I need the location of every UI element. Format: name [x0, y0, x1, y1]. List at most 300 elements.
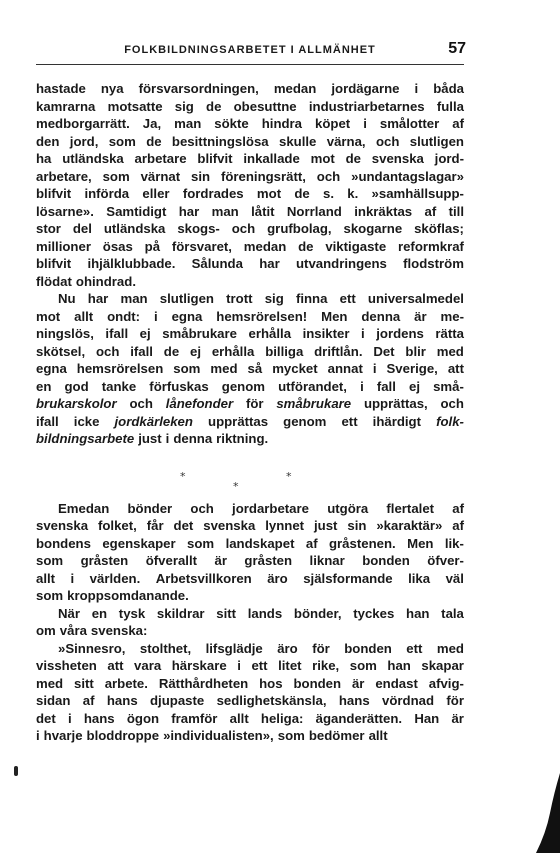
word: så — [247, 361, 263, 376]
text-line — [36, 343, 464, 361]
word: ej — [139, 326, 151, 341]
word: småbrukare — [276, 396, 352, 411]
word: af — [452, 116, 464, 131]
word: ej — [190, 343, 201, 359]
word: ifall — [105, 326, 129, 341]
word: liknar — [309, 553, 345, 568]
word: af — [305, 535, 318, 551]
word: af — [452, 518, 464, 533]
word: gråsten — [80, 553, 129, 568]
word: egenskaper — [102, 535, 176, 551]
word: för — [312, 640, 330, 656]
text-line — [36, 640, 464, 658]
word: svenska — [203, 518, 256, 533]
word: tanke — [101, 378, 137, 394]
word: de — [206, 98, 222, 114]
word: på — [144, 238, 161, 254]
text-line — [36, 290, 464, 308]
page-number: 57 — [448, 40, 466, 57]
word: bildningsarbete — [36, 431, 135, 446]
word: tysk — [118, 605, 146, 621]
running-title: FOLKBILDNINGSARBETET I ALLMÄNHET — [124, 44, 376, 56]
word: i — [67, 710, 72, 726]
word: icke — [73, 413, 100, 429]
word: Sålunda — [191, 256, 243, 271]
word: den — [36, 133, 60, 149]
word: sköflas; — [414, 221, 464, 236]
word: lynnet — [265, 518, 305, 533]
word: annat — [327, 361, 363, 376]
word: nya — [100, 81, 124, 96]
word: Rätthårdheten — [158, 675, 249, 691]
word: det — [36, 710, 56, 726]
word: bonden — [344, 640, 392, 656]
word: sin — [347, 518, 367, 533]
paragraph — [36, 605, 464, 640]
word: det — [173, 518, 194, 533]
word: och — [95, 343, 120, 359]
word: universalmedel — [367, 291, 464, 306]
word: äro — [267, 570, 288, 586]
word: våra — [59, 623, 87, 638]
word: reformkraf — [397, 238, 464, 254]
word: driftlån. — [314, 343, 363, 359]
word: Det — [373, 343, 395, 359]
word: i — [363, 116, 367, 131]
word: jord, — [69, 133, 99, 149]
word: billiga — [265, 343, 304, 359]
separator-asterisk: * — [233, 480, 239, 493]
page-header — [36, 40, 464, 65]
word: utländska — [62, 151, 124, 166]
word: upprättas — [208, 413, 269, 429]
word: låtit — [251, 203, 275, 219]
word: en — [91, 605, 108, 621]
word: insikter — [302, 326, 350, 341]
word: skapar — [421, 658, 464, 673]
word: kroppsomdanande. — [67, 588, 189, 603]
word: framför — [171, 710, 218, 726]
paragraph — [36, 80, 464, 290]
word: gråsten — [244, 553, 293, 568]
word: lika — [408, 570, 431, 586]
word: industriarbetarnes — [308, 98, 425, 114]
word: ett — [251, 658, 268, 673]
word: vördnad — [382, 693, 435, 708]
word: är — [451, 710, 464, 726]
word: utgöra — [327, 500, 369, 516]
word: som — [36, 588, 64, 603]
word: medan — [243, 238, 287, 254]
word: äro — [277, 640, 298, 656]
word: af — [82, 693, 95, 708]
word: han — [387, 658, 411, 673]
word: med — [36, 675, 64, 691]
word: folk- — [436, 413, 464, 429]
word: flertalet — [386, 500, 435, 516]
word: rätta — [435, 326, 464, 341]
word: till — [448, 203, 464, 219]
word: hemsrörelsen — [76, 361, 164, 376]
word: i — [372, 361, 377, 376]
word: Ja, — [142, 116, 162, 131]
word: landskapet — [225, 535, 295, 551]
word: brukarskolor — [36, 396, 117, 411]
word: litet — [278, 658, 302, 673]
word: han — [406, 605, 430, 621]
word: bloddroppe — [86, 728, 160, 743]
text-line — [36, 150, 464, 168]
text-line — [36, 185, 464, 203]
word: fordrades — [182, 186, 244, 201]
word: sidan — [36, 693, 71, 708]
paragraph — [36, 640, 464, 745]
word: för — [446, 693, 464, 708]
text-line — [36, 360, 464, 378]
word: i — [414, 81, 419, 96]
word: man — [211, 203, 239, 219]
text-line — [36, 622, 464, 640]
word: riktning. — [216, 431, 269, 446]
word: »individualisten», — [163, 728, 274, 743]
word: »karaktär» — [376, 518, 443, 533]
margin-ink-mark — [14, 766, 18, 776]
word: lifsglädje — [205, 640, 263, 656]
word: del — [72, 221, 92, 236]
word: mycket — [272, 361, 318, 376]
word: Sverige, — [386, 361, 438, 376]
word: ögon — [126, 710, 160, 726]
word: man — [174, 116, 202, 131]
word: medborgarrätt. — [36, 116, 130, 131]
word: rike, — [312, 658, 340, 673]
word: införda — [84, 186, 130, 201]
word: jordens — [376, 326, 424, 341]
word: folket, — [97, 518, 137, 533]
word: sig — [264, 291, 284, 306]
word: ifall — [36, 413, 59, 429]
word: tala — [441, 605, 464, 621]
word: just — [313, 518, 338, 533]
word: denna — [173, 431, 213, 446]
text-line — [36, 500, 464, 518]
word: jordkärleken — [114, 413, 193, 429]
word: heliga: — [260, 710, 304, 726]
word: ett — [339, 291, 356, 306]
word: i — [361, 326, 365, 341]
word: Han — [414, 710, 440, 726]
word: sitt — [216, 605, 237, 621]
word: Arbetsvillkoren — [155, 570, 252, 586]
word: som — [108, 133, 136, 149]
text-line — [36, 413, 464, 431]
text-line — [36, 98, 464, 116]
word: k. — [347, 186, 359, 201]
text-line — [36, 710, 464, 728]
word: blifvit — [36, 256, 72, 271]
word: denna — [361, 308, 401, 324]
word: själsformande — [303, 570, 393, 586]
word: ösas — [102, 238, 133, 254]
word: mot — [310, 151, 335, 166]
word: om — [36, 623, 56, 638]
word: skulle — [279, 133, 317, 149]
word: arbetare, — [36, 168, 92, 184]
word: småbrukare — [162, 326, 237, 341]
text-line — [36, 570, 464, 588]
word: allt — [368, 728, 388, 743]
word: för — [245, 396, 264, 411]
text-line — [36, 552, 464, 570]
word: egna — [171, 308, 203, 324]
word: ihärdigt — [372, 413, 422, 429]
word: jordägarne — [331, 81, 400, 96]
text-line — [36, 308, 464, 326]
word: ej — [408, 378, 420, 394]
word: man — [120, 291, 148, 306]
word: ningslös, — [36, 326, 94, 341]
word: sitt — [74, 675, 94, 691]
word: har — [259, 256, 280, 271]
word: bondens — [36, 535, 91, 551]
text-line — [36, 395, 464, 413]
separator-asterisk: * — [180, 470, 186, 483]
word: sin — [191, 168, 211, 184]
word: är — [414, 308, 427, 324]
word: fulla — [436, 98, 464, 114]
word: och — [316, 168, 341, 184]
word: lik- — [444, 535, 464, 551]
word: ifall — [130, 343, 153, 359]
word: som — [277, 728, 305, 743]
word: arbete. — [104, 675, 148, 691]
word: »Sinnesro, — [58, 640, 126, 656]
word: erhålla — [248, 326, 292, 341]
word: jordarbetare — [232, 500, 309, 516]
word: lands — [247, 605, 283, 621]
word: försvarsordningen, — [138, 81, 259, 96]
word: finna — [295, 291, 328, 306]
word: grufbolag, — [267, 221, 332, 236]
word: millioner — [36, 238, 91, 254]
text-line — [36, 325, 464, 343]
word: me- — [440, 308, 464, 324]
word: genom — [283, 413, 327, 429]
word: fall — [376, 378, 396, 394]
word: eller — [142, 186, 170, 201]
word: köpet — [315, 116, 351, 131]
word: äganderätten. — [315, 710, 403, 726]
word: i — [36, 728, 40, 743]
word: och — [129, 396, 153, 411]
word: ha — [36, 151, 52, 166]
word: ett — [341, 413, 358, 429]
text-line — [36, 133, 464, 151]
word: slutligen — [409, 133, 464, 149]
word: och — [440, 396, 464, 411]
word: har — [178, 203, 200, 219]
word: blifvit — [36, 186, 72, 201]
word: s. — [323, 186, 335, 201]
word: just — [138, 431, 162, 446]
word: i — [165, 431, 170, 446]
word: flödat — [36, 273, 72, 289]
word: egna — [36, 361, 67, 376]
word: ohindrad. — [75, 273, 136, 289]
word: i — [70, 570, 75, 586]
word: besittningslösa — [171, 133, 269, 149]
word: sedlighetskänsla, — [216, 693, 327, 708]
word: svenska — [371, 151, 424, 166]
word: kamrarna — [36, 98, 96, 114]
word: jord- — [434, 151, 464, 166]
text-line — [36, 203, 464, 221]
word: utvandringens — [296, 256, 387, 271]
word: svenska — [36, 518, 89, 533]
word: flodström — [403, 256, 464, 271]
word: inkräktas — [354, 203, 413, 219]
word: med — [436, 343, 464, 359]
word: lånefonder — [165, 396, 234, 411]
word: och — [375, 133, 400, 149]
word: värnat — [140, 168, 181, 184]
word: får — [146, 518, 164, 533]
text-line — [36, 378, 464, 396]
word: Men — [321, 308, 348, 324]
word: är — [351, 675, 365, 691]
word: hindra — [261, 116, 303, 131]
word: världen. — [89, 570, 141, 586]
text-line — [36, 587, 464, 605]
word: Norrland — [286, 203, 342, 219]
word: öfver- — [427, 553, 464, 568]
text-line — [36, 535, 464, 553]
word: som — [102, 168, 130, 184]
section-separator — [170, 470, 320, 500]
paragraph — [36, 290, 464, 448]
word: medan — [273, 81, 317, 96]
word: de — [146, 133, 162, 149]
word: har — [87, 291, 109, 306]
word: ett — [406, 640, 423, 656]
word: som — [36, 553, 64, 568]
word: slutligen — [159, 291, 214, 306]
text-line — [36, 255, 464, 273]
text-line — [36, 430, 464, 448]
text-line — [36, 238, 464, 256]
word: lösarne». — [36, 203, 94, 219]
word: de — [298, 238, 314, 254]
word: i — [360, 378, 364, 394]
word: af — [424, 203, 437, 219]
word: skötsel, — [36, 343, 86, 359]
text-line — [36, 115, 464, 133]
word: i — [153, 308, 158, 324]
word: bedömer — [308, 728, 365, 743]
paragraph — [36, 500, 464, 605]
word: erhålla — [211, 343, 255, 359]
word: god — [64, 378, 89, 394]
word: utländska — [103, 221, 166, 236]
word: endast — [375, 675, 418, 691]
word: trott — [226, 291, 253, 306]
word: hvarje — [43, 728, 83, 743]
word: med — [210, 361, 238, 376]
text-line — [36, 692, 464, 710]
text-line — [36, 605, 464, 623]
word: hans — [106, 693, 138, 708]
word: värna, — [326, 133, 366, 149]
word: blifvit — [197, 151, 233, 166]
word: föreningsrätt, — [220, 168, 306, 184]
word: af — [452, 500, 464, 516]
word: att — [447, 361, 464, 376]
word: som — [349, 658, 377, 673]
word: »undantagslagar» — [351, 168, 464, 184]
word: sig — [174, 98, 194, 114]
word: vissheten — [36, 658, 97, 673]
word: inkallade — [243, 151, 300, 166]
word: genom — [221, 378, 265, 394]
word: viktigaste — [325, 238, 387, 254]
word: de — [345, 151, 361, 166]
word: de — [163, 343, 180, 359]
word: som — [173, 361, 201, 376]
text-line — [36, 273, 464, 291]
page-corner-shadow — [528, 773, 560, 853]
word: djupaste — [150, 693, 205, 708]
word: hans — [338, 693, 370, 708]
word: skogarne — [343, 221, 403, 236]
word: ihjälklubbade. — [87, 256, 176, 271]
word: Men — [407, 535, 434, 551]
word: gråstenen. — [328, 535, 396, 551]
text-line — [36, 657, 464, 675]
word: upprättas, — [363, 396, 428, 411]
word: att — [107, 658, 124, 673]
word: med — [436, 640, 464, 656]
word: Samtidigt — [106, 203, 167, 219]
word: bonden — [293, 675, 342, 691]
word: obesuttne — [233, 98, 297, 114]
word: arbetare — [134, 151, 187, 166]
word: skogs- — [177, 221, 220, 236]
word: skildrar — [156, 605, 205, 621]
word: förfuskas — [149, 378, 209, 394]
word: öfverallt — [145, 553, 198, 568]
word: väl — [445, 570, 464, 586]
word: allt — [36, 570, 56, 586]
word: »samhällsupp- — [371, 186, 464, 201]
body-text — [36, 80, 464, 745]
word: och — [231, 221, 256, 236]
word: blir — [405, 343, 426, 359]
word: som — [187, 535, 215, 551]
word: härskare — [171, 658, 227, 673]
word: stor — [36, 221, 61, 236]
text-line — [36, 80, 464, 98]
word: utförandet, — [278, 378, 347, 394]
word: smålotter — [379, 116, 440, 131]
word: båda — [433, 81, 464, 96]
word: ondt: — [107, 308, 141, 324]
text-line — [36, 517, 464, 535]
word: allt — [229, 710, 249, 726]
word: små- — [433, 378, 464, 394]
word: bönder, — [293, 605, 342, 621]
text-line — [36, 727, 464, 745]
word: de — [294, 186, 310, 201]
